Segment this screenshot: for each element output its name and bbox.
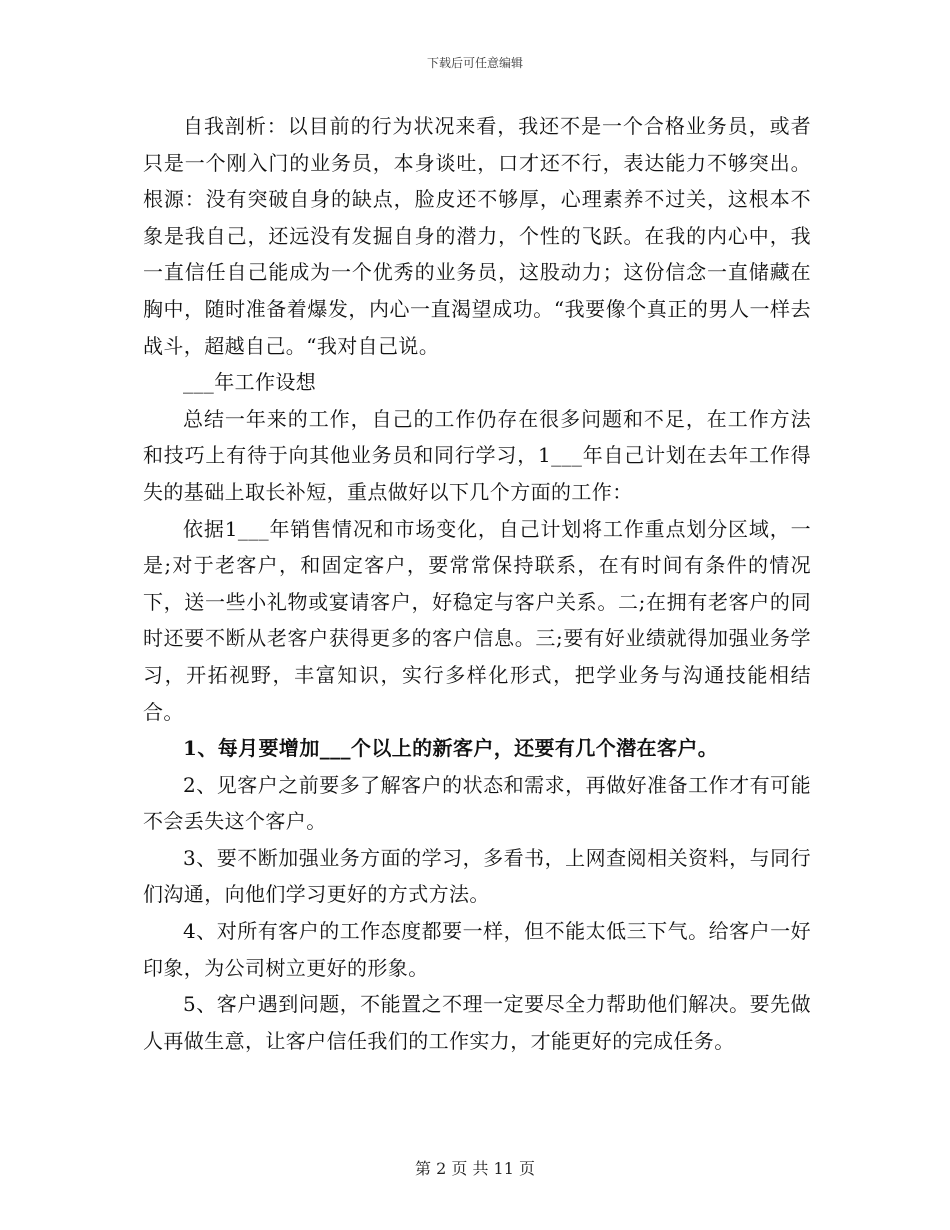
list-item-3: 3、要不断加强业务方面的学习，多看书，上网查阅相关资料，与同行们沟通，向他们学习更好的方式方法。 xyxy=(143,845,811,907)
page-header: 下载后可任意编辑 xyxy=(426,56,523,70)
page-footer: 第 2 页 共 11 页 xyxy=(415,1159,535,1178)
paragraph-plan-regions: 依据1___年销售情况和市场变化，自己计划将工作重点划分区域，一是;对于老客户，和固定客户，要常常保持联系，在有时间有条件的情况下，送一些小礼物或宴请客户，好稳定与客户关系。二;在拥有老客户的同时还要不断从老客户获得更多的客户信息。三;要有好业绩就得加强业务学习，开拓视野，丰富知识，实行多样化形式，把学业务与沟通技能相结合。 xyxy=(143,516,811,724)
document-body xyxy=(143,108,811,1059)
paragraph-self-analysis: 自我剖析：以目前的行为状况来看，我还不是一个合格业务员，或者只是一个刚入门的业务员，本身谈吐，口才还不行，表达能力不够突出。根源：没有突破自身的缺点，脸皮还不够厚，心理素养不过关，这根本不象是我自己，还远没有发掘自身的潜力，个性的飞跃。在我的内心中，我一直信任自己能成为一个优秀的业务员，这股动力；这份信念一直储藏在胸中，随时准备着爆发，内心一直渴望成功。“我要像个真正的男人一样去战斗，超越自己。“我对自己说。 xyxy=(143,114,811,358)
list-item-5: 5、客户遇到问题，不能置之不理一定要尽全力帮助他们解决。要先做人再做生意，让客户信任我们的工作实力，才能更好的完成任务。 xyxy=(143,992,811,1053)
section-heading-work-plan: ___年工作设想 xyxy=(183,370,317,395)
list-item-1: 1、每月要增加___个以上的新客户，还要有几个潜在客户。 xyxy=(183,736,719,761)
paragraph-summary: 总结一年来的工作，自己的工作仍存在很多问题和不足，在工作方法和技巧上有待于向其他业务员和同行学习，1___年自己计划在去年工作得失的基础上取长补短，重点做好以下几个方面的工作： xyxy=(143,406,811,504)
list-item-4: 4、对所有客户的工作态度都要一样，但不能太低三下气。给客户一好印象，为公司树立更好的形象。 xyxy=(143,919,811,980)
list-item-2: 2、见客户之前要多了解客户的状态和需求，再做好准备工作才有可能不会丢失这个客户。 xyxy=(143,772,811,834)
